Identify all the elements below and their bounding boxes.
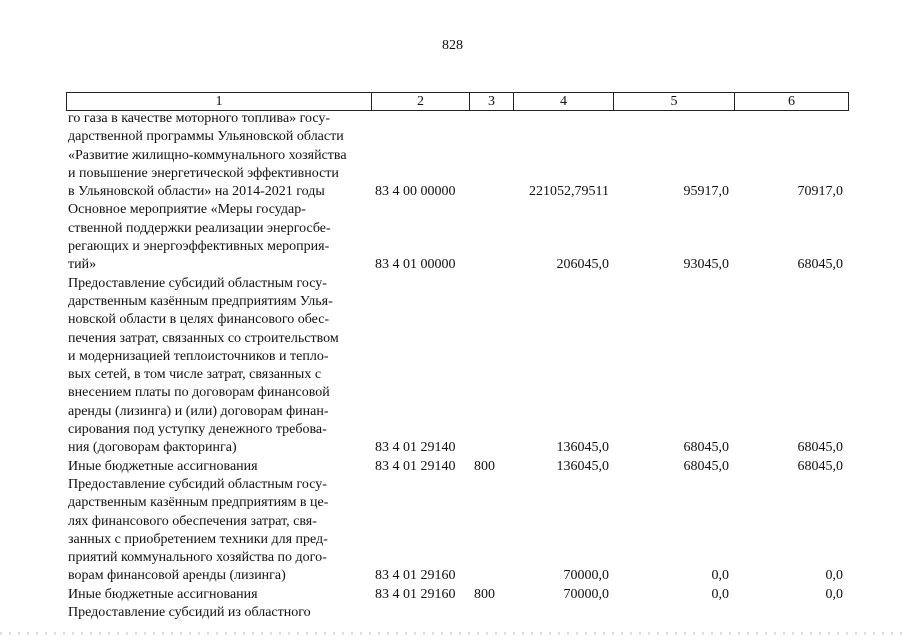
row-value-6: 68045,0 [797,440,843,456]
row-name: Предоставление субсидий областным госу- дарственным казённым предприятиям в це- лях финансового обеспечения затрат, свя- занных с приобретением техники для пред- приятий коммунального хозяйства по дого- ворам финансовой аренды (лизинга) [68,476,329,584]
column-header-table [66,92,849,111]
table-row [0,586,905,604]
row-value-5: 0,0 [711,568,729,584]
row-vr: 800 [474,458,495,474]
row-value-4: 221052,79511 [529,184,609,200]
row-value-4: 70000,0 [563,586,609,602]
row-value-5: 68045,0 [683,440,729,456]
row-code: 83 4 01 00000 [375,257,456,273]
table-row [0,476,905,586]
header-col-3: 3 [470,93,514,111]
table-row [0,275,905,458]
table-row [0,604,905,622]
row-value-5: 68045,0 [683,458,729,474]
row-value-4: 136045,0 [556,458,609,474]
row-name: Предоставление субсидий из областного [68,605,311,621]
header-col-1: 1 [67,93,372,111]
table-row [0,110,905,201]
row-value-6: 0,0 [825,586,843,602]
row-name: Предоставление субсидий областным госу- дарственным казённым предприятиям Улья- новской области в целях финансового обес- печения затрат, связанных со строительством и модернизацией теплоисточников и тепло- вых сетей, в том числе затрат, связанных с внесением платы по договорам финансовой аренды (лизинга) и (или) договорам финан- сирования под уступку денежного требова- ния (договорам факторинга) [68,275,339,456]
row-value-6: 70917,0 [797,184,843,200]
row-code: 83 4 00 00000 [375,184,456,200]
row-name: го газа в качестве моторного топлива» госу- дарственной программы Ульяновской области «Развитие жилищно-коммунального хозяйства и повышение энергетической эффективности в Ульяновской области» на 2014-2021 годы [68,111,347,200]
row-value-6: 68045,0 [797,257,843,273]
row-name: Основное мероприятие «Меры государ- ственной поддержки реализации энергосбе- регающих и энергоэффективных мероприя- тий» [68,202,331,273]
row-value-5: 93045,0 [683,257,729,273]
row-value-5: 0,0 [711,586,729,602]
row-value-4: 70000,0 [563,568,609,584]
row-code: 83 4 01 29160 [375,568,456,584]
page-number: 828 [442,38,463,53]
row-vr: 800 [474,586,495,602]
row-value-5: 95917,0 [683,184,729,200]
budget-table-body [0,110,905,622]
row-code: 83 4 01 29140 [375,458,456,474]
row-value-6: 68045,0 [797,458,843,474]
header-col-5: 5 [614,93,735,111]
header-col-2: 2 [372,93,470,111]
row-name: Иные бюджетные ассигнования [68,458,258,474]
row-value-6: 0,0 [825,568,843,584]
header-col-6: 6 [735,93,849,111]
row-name: Иные бюджетные ассигнования [68,586,258,602]
row-value-4: 136045,0 [556,440,609,456]
table-row [0,201,905,274]
header-col-4: 4 [514,93,614,111]
row-code: 83 4 01 29140 [375,440,456,456]
row-code: 83 4 01 29160 [375,586,456,602]
row-value-4: 206045,0 [556,257,609,273]
scan-artifact-line [0,632,905,635]
table-row [0,458,905,476]
